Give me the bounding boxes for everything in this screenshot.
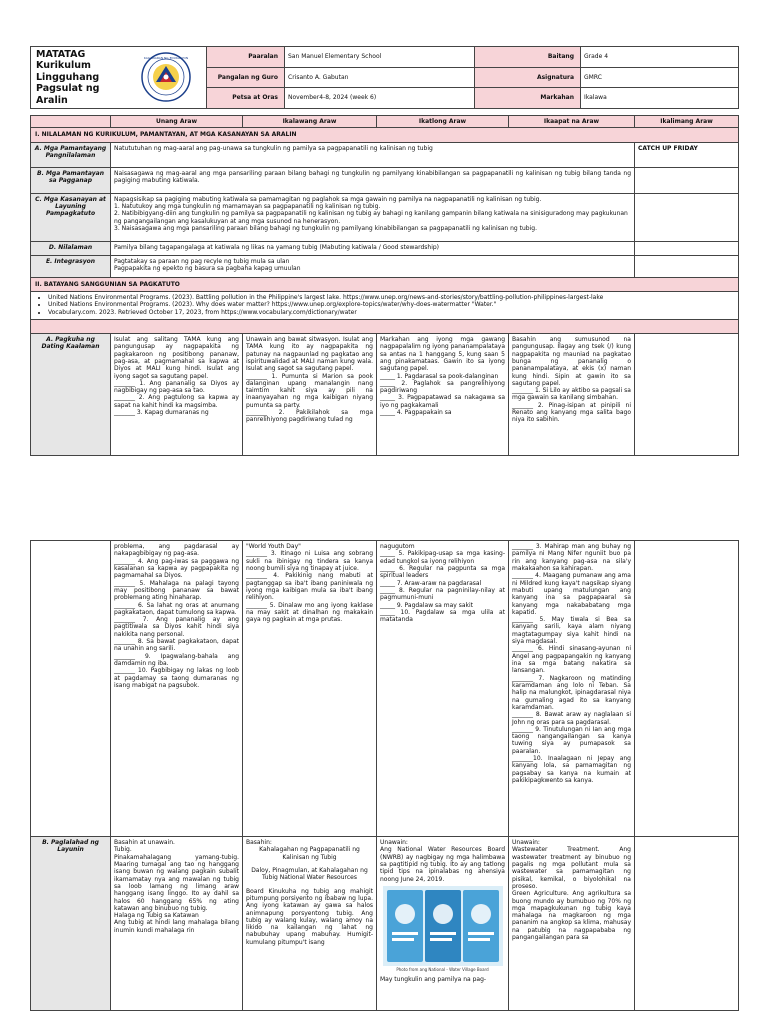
lesson-table-continued <box>30 540 739 1011</box>
reference-item: • United Nations Environmental Programs. (2023). Battling pollution in the Philippine's largest lake. https://www.unep.org/news-and-stories/story/battling-pollution-philippines-largest-lake <box>48 294 735 301</box>
water-saving-infographic <box>383 886 503 966</box>
lesson-plan-title: MATATAG Kurikulum Lingguhang Pagsulat ng Aralin <box>31 47 127 109</box>
markahan-label: Markahan <box>475 87 581 108</box>
svg-text:KAGAWARAN NG EDUKASYON: KAGAWARAN NG EDUKASYON <box>144 56 189 61</box>
asignatura-label: Asignatura <box>475 68 581 88</box>
paaralan-label: Paaralan <box>207 47 285 68</box>
page-2 <box>0 540 768 1024</box>
markahan-value: Ikalawa <box>581 87 739 108</box>
pagkuha-day-2-cont: "World Youth Day" _______ 3. Itinago ni Luisa ang sobrang sukli na ibinigay ng tindera sa kanya noong bumili siya ng tinapay at juice. _______ 4. Pakikinig nang mabuti at pagtanggap sa iba't ibang paniniwala ng iyong mga kaibigan mula sa iba't ibang relihiyon. _______ 5. Dinalaw mo ang iyong kaklase na may sakit at dinalhan ng makakain gaya ng pagkain at mga prutas. <box>243 541 377 837</box>
paglalahad-intro: Basahin: <box>246 839 272 846</box>
c-line: 1. Natutukoy ang mga tungkulin ng mamamayan sa pagpapanatili ng kalinisan ng tubig. <box>114 202 381 210</box>
paglalahad-day-3 <box>377 837 509 1011</box>
paglalahad-subtitle: Daloy, Pinagmulan, at Kahalagahan ng Tubig National Water Resources <box>251 866 368 882</box>
paglalahad-d3-after: May tungkulin ang pamilya na pag- <box>380 975 487 983</box>
pagkuha-label: A. Pagkuha ng Dating Kaalaman <box>31 333 111 455</box>
row-a-text: Natututuhan ng mag-aaral ang pag-unawa sa tungkulin ng pamilya sa pagpapanatili ng kalinisan ng tubig <box>111 142 635 167</box>
pagkuha-day-4: Basahin ang sumusunod na pangungusap. Ilagay ang tsek (/) kung nagpapakita ng mauniad na pagkatao bunga ng pananalig o pananampalataya, at ekis (x) naman kung hindi. Sipin at gawin ito sa sagutang papel. _______ 1. Si Lilo ay aktibo sa pagsali sa mga gawain sa kanilang simbahan. _______ 2. Pinag-isipan at pinipili ni Renato ang kanyang mga salita bago niya ito sabihin. <box>509 333 635 455</box>
day-header-3: Ikatlong Araw <box>377 116 509 128</box>
guro-value: Crisanto A. Gabutan <box>285 68 475 88</box>
paglalahad-d3-text: Unawain: Ang National Water Resources Board (NWRB) ay nagbigay ng mga halimbawa sa pagtitipid ng tubig. Ito ay ang tatlong tipid tips na ipinalabas ng ahensiya noong June 24, 2019. <box>380 839 505 883</box>
catch-up-friday: CATCH UP FRIDAY <box>635 142 739 167</box>
e-line: Pagpapakita ng epekto ng basura sa pagbaha kapag umuulan <box>114 264 301 272</box>
page-1 <box>0 0 768 490</box>
paglalahad-body: Board Kinukuha ng tubig ang mahigit pitumpung porsiyento ng ibabaw ng lupa. Ang iyong katawan ay gawa sa halos animnapung porsyentong tubig. Ang tubig ay walang kulay, walang amoy na likido na kailangan ng lahat ng nabubuhay upang mabuhay. Humigit-kumulang pitumpu't isang <box>246 887 373 946</box>
reference-item: • Vocabulary.com. 2023. Retrieved October 17, 2023, from https://www.vocabulary.com/dictionary/water <box>48 309 735 316</box>
paaralan-value: San Manuel Elementary School <box>285 47 475 68</box>
baitang-label: Baitang <box>475 47 581 68</box>
row-a-label: A. Mga Pamantayang Pangnilalaman <box>31 142 111 167</box>
infographic-caption: Photo from ang National - Water Village Board <box>396 966 489 972</box>
guro-label: Pangalan ng Guro <box>207 68 285 88</box>
c-line: 2. Natibibigyang-diin ang tungkulin ng pamilya sa pagpapanatili ng kalinisan ng tubig ay bahagi ng kanilang gampanin bilang katiwala na sinisiguradong may pagkukunan ng pangangailangan ang kasalukuyan at ang mga susunod na henerasyon. <box>114 210 628 225</box>
section-1-heading: I. NILALAMAN NG KURIKULUM, PAMANTAYAN, AT MGA KASANAYAN SA ARALIN <box>31 128 739 142</box>
c-line: Napagsisikap sa pagiging mabuting katiwala sa pamamagitan ng paglahok sa mga gawain ng pamilya na nagpapanatili ng kalinisan ng tubig. <box>114 195 542 203</box>
pagkuha-day-4-cont: _______ 3. Mahirap man ang buhay ng pamilya ni Mang Nifer nguniit buo pa rin ang kanyang pag-asa na sila'y makakaahon sa kahirapan. _______ 4. Maagang pumanaw ang ama ni Mildred kung kaya't nagsikap siyang mabuti upang matulungan ang kanyang ina sa pagpapaaral sa kanyang mga nakababatang mga kapatid. _______ 5. May tiwala si Bea sa kanyang sarili, kaya alam niyang magtatagumpay siya kahit hindi na siya magdasal. _______ 6. Hindi sinasang-ayunan ni Angel ang pagpapangakin ng kanyang ina sa mga batang nakatira sa lansangan. _______ 7. Nagkaroon ng matinding karamdaman ang lolo ni Teban. Sa halip na malungkot, ipinagdarasal niya na gumaling agad ito sa kanyang karamdaman. _______ 8. Bawat araw ay naglalaan si John ng oras para sa pagdarasal. _______ 9. Tinutulungan ni Ian ang mga taong nangangailangan sa kanya tuwing siya ay pumapasok sa paaralan. _______10. Inaalagaan ni Jepay ang kanyang lola, sa pamamagitan ng pagsabay sa kanya na kumain at pakikipagkwento sa kanya. <box>509 541 635 837</box>
asignatura-value: GMRC <box>581 68 739 88</box>
row-b-text: Naisasagawa ng mag-aaral ang mga pansariling paraan bilang bahagi ng tungkulin ng pamilyang kinabibilangan sa pagpapanatili ng kalinisan ng tubig bilang tanda ng pagiging mabuting katiwala. <box>111 167 635 193</box>
e-line: Pagtatakay sa paraan ng pag recyle ng tubig mula sa ulan <box>114 257 290 265</box>
paglalahad-title: Kahalagahan ng Pagpapanatili ng Kalinisan ng Tubig <box>259 846 360 861</box>
row-b-label: B. Mga Pamantayan sa Pagganap <box>31 167 111 193</box>
section-2-heading: II. BATAYANG SANGGUNIAN SA PAGKATUTO <box>31 277 739 291</box>
pagkuha-day-2: Unawain ang bawat sitwasyon. Isulat ang TAMA kung ito ay nagpapakita ng patunay na nagpaunlad ng pagkatao ang ispirituwalidad at MALI naman kung wala. Isulat ang sagot sa sagutang papel. _______ 1. Pumunta si Marion sa pook dalanginan upang manalangin nang taimtim kahit siya ay pili na inaanyayahan ng mga kaibigan niyang pumunta sa party. _______ 2. Pakikilahok sa mga panrelihiyong pagdiriwang tulad ng <box>243 333 377 455</box>
petsa-label: Petsa at Oras <box>207 87 285 108</box>
pagkuha-day-3: Markahan ang iyong mga gawang nagpapalalim ng iyong pananampalataya sa antas na 1 hanggang 5, kung saan 5 ang pinakamataas. Gawin ito sa iyong sagutang papel. _____ 1. Pagdarasal sa pook-dalanginan _____ 2. Paglahok sa pangrelihiyong pagdiriwang _____ 3. Pagpapatawad sa nakagawa sa iyo ng pagkakamali _____ 4. Pagpapakain sa <box>377 333 509 455</box>
baitang-value: Grade 4 <box>581 47 739 68</box>
paglalahad-day-2 <box>243 837 377 1011</box>
row-c-text <box>111 193 635 241</box>
pagkuha-day-1-cont: problema, ang pagdarasal ay nakapagbibigay ng pag-asa. _______ 4. Ang pag-iwas sa paggawa ng kasalanan sa kapwa ay pagpapakita ng pagmamahal sa Diyos. _______ 5. Mahalaga na palagi tayong may positibong pananaw sa bawat problemang ating hinaharap. _______ 6. Sa lahat ng oras at anumang pagkakataon, dapat tumulong sa kapwa. _______ 7. Ang pananalig ay ang pagtitiwala sa Diyos kahit hindi siya nakikita nang personal. _______ 8. Sa bawat pagkakataon, dapat na unahin ang sarili. _______ 9. Ipagwalang-bahala ang damdamin ng iba. _______ 10. Pagbibigay ng lakas ng loob at pagdamay sa taong dumaranas ng isang mabigat na pagsubok. <box>111 541 243 837</box>
day-header-5: Ikalimang Araw <box>635 116 739 128</box>
header-table <box>30 46 739 109</box>
row-d-label: D. Nilalaman <box>31 241 111 255</box>
row-c-label: C. Mga Kasanayan at Layuning Pampagkatuto <box>31 193 111 241</box>
day-header-2: Ikalawang Araw <box>243 116 377 128</box>
row-e-text <box>111 255 635 277</box>
lesson-table <box>30 115 739 456</box>
reference-item: • United Nations Environmental Programs. (2023). Why does water matter? https://www.unep.org/explore-topics/water/why-does-watermatter "Water." <box>48 301 735 308</box>
row-d-text: Pamilya bilang tagapangalaga at katiwala ng likas na yamang tubig (Mabuting katiwala / Good stewardship) <box>111 241 635 255</box>
paglalahad-day-4: Unawain: Wastewater Treatment. Ang wastewater treatment ay binubuo ng pagalis ng mga pollutant mula sa wastewater sa pamamagitan ng pisikal, kemikal, o biyolohikal na proseso. Green Agriculture. Ang agrikultura sa buong mundo ay bumubuo ng 70% ng mga mapagkukunan ng tubig kaya mahalaga na magkaroon ng mga pananim na angkop sa klima, mahusay na patubig na nagpapababa ng pangangailangan para sa <box>509 837 635 1011</box>
c-line: 3. Naisasagawa ang mga pansariling paraan bilang bahagi ng tungkulin ng pamilyang kinabibilangan sa pagpapanatili ng kalinisan ng tubig. <box>114 224 537 232</box>
petsa-value: November4-8, 2024 (week 6) <box>285 87 475 108</box>
day-header-1: Unang Araw <box>111 116 243 128</box>
pagkuha-day-1: Isulat ang salitang TAMA kung ang pangungusap ay nagpapakita ng pagkakaroon ng positibong pananaw, pag-asa, at pagmamahal sa kapwa at Diyos at MALI kung hindi. Isulat ang iyong sagot sa sagutang papel. _______ 1. Ang pananalig sa Diyos ay nagbibigay ng pag-asa sa tao. _______ 2. Ang pagtulong sa kapwa ay sapat na kahit hindi ka magsimba. _______ 3. Kapag dumaranas ng <box>111 333 243 455</box>
deped-seal-logo <box>141 52 191 102</box>
pagkuha-day-3-cont: nagugutom _____ 5. Pakikipag-usap sa mga kasing-edad tungkol sa iyong relihiyon _____ 6. Regular na pagpunta sa mga spiritual leaders _____ 7. Araw-araw na pagdarasal _____ 8. Regular na pagninilay-nilay at pagmumuni-muni _____ 9. Pagdalaw sa may sakit _____ 10. Pagdalaw sa mga ulila at matatanda <box>377 541 509 837</box>
references <box>31 291 739 319</box>
paglalahad-label: B. Paglalahad ng Layunin <box>31 837 111 1011</box>
day-header-4: Ikaapat na Araw <box>509 116 635 128</box>
row-e-label: E. Integrasyon <box>31 255 111 277</box>
paglalahad-day-1: Basahin at unawain. Tubig. Pinakamahalagang yamang-tubig. Maaring tumagal ang tao ng hanggang isang buwan ng walang pagkain subalit ikamamatay nya ang mawalan ng tubig sa loob lamang ng limang araw hanggang isang linggo. Ito ay dahil sa halos 60 hanggang 65% ng ating katawan ang binubuo ng tubig. Halaga ng Tubig sa Katawan Ang tubig at hindi lang mahalaga bilang inumin kundi mahalaga rin <box>111 837 243 1011</box>
